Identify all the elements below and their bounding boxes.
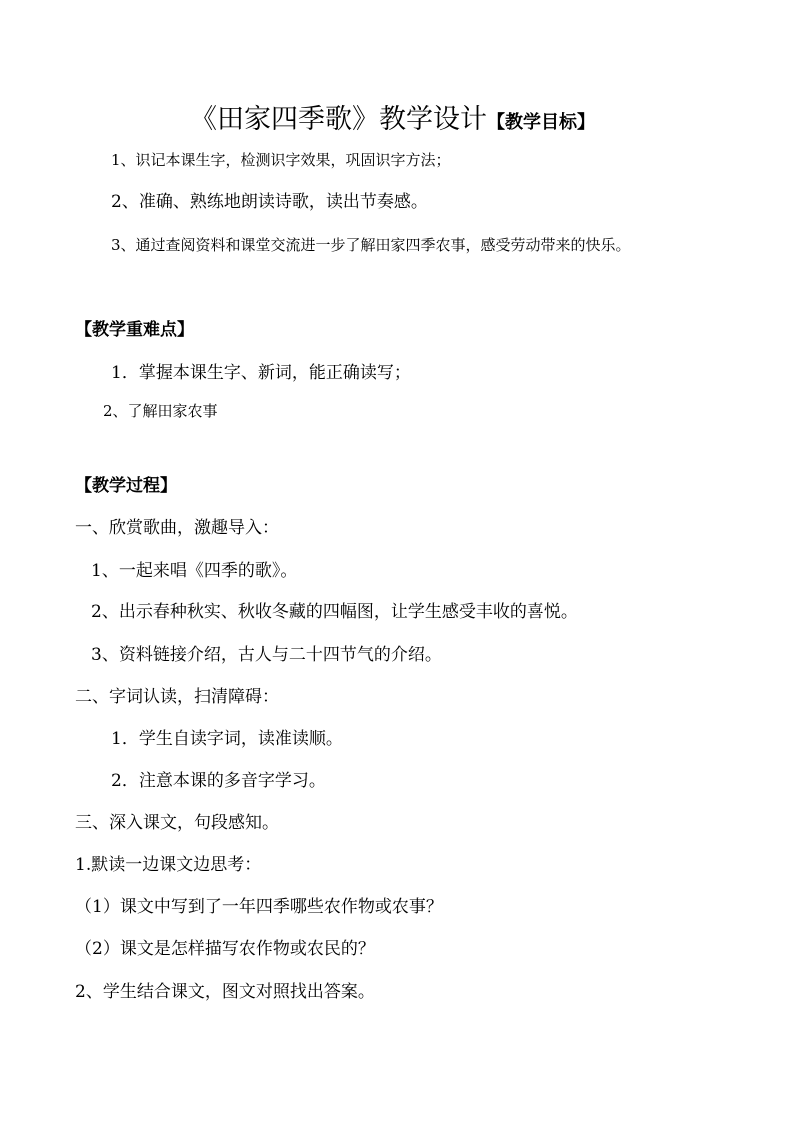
section-1-title: 一、欣赏歌曲，激趣导入： — [75, 518, 279, 538]
section-1-item-2: 2、出示春种秋实、秋收冬藏的四幅图，让学生感受丰收的喜悦。 — [91, 602, 578, 622]
key-point-item-1: 1．掌握本课生字、新词，能正确读写； — [111, 363, 411, 383]
section-1-item-1: 1、一起来唱《四季的歌》。 — [91, 561, 298, 581]
title-main: 《田家四季歌》教学设计 — [190, 104, 487, 135]
goal-item-2: 2、准确、熟练地朗读诗歌，读出节奏感。 — [111, 192, 428, 212]
section-1-item-3: 3、资料链接介绍，古人与二十四节气的介绍。 — [91, 645, 442, 665]
goal-item-3: 3、通过查阅资料和课堂交流进一步了解田家四季农事，感受劳动带来的快乐。 — [111, 236, 631, 254]
section-2-title: 二、字词认读，扫清障碍： — [75, 687, 279, 707]
section-2-item-1: 1．学生自读字词，读准读顺。 — [111, 729, 343, 749]
section-3-item-1: 1.默读一边课文边思考： — [75, 855, 262, 875]
key-point-item-2: 2、了解田家农事 — [103, 402, 218, 420]
title-tag: 【教学目标】 — [487, 112, 595, 133]
goal-item-1: 1、识记本课生字，检测识字效果，巩固识字方法； — [111, 151, 451, 169]
section-3-item-3: （2）课文是怎样描写农作物或农民的？ — [75, 939, 375, 959]
section-3-title: 三、深入课文，句段感知。 — [75, 813, 279, 833]
key-points-heading: 【教学重难点】 — [75, 320, 194, 340]
document-title — [190, 106, 595, 133]
section-3-item-4: 2、学生结合课文，图文对照找出答案。 — [75, 982, 375, 1002]
process-heading: 【教学过程】 — [75, 476, 177, 496]
section-3-item-2: （1）课文中写到了一年四季哪些农作物或农事？ — [75, 897, 443, 917]
section-2-item-2: 2．注意本课的多音字学习。 — [111, 771, 326, 791]
